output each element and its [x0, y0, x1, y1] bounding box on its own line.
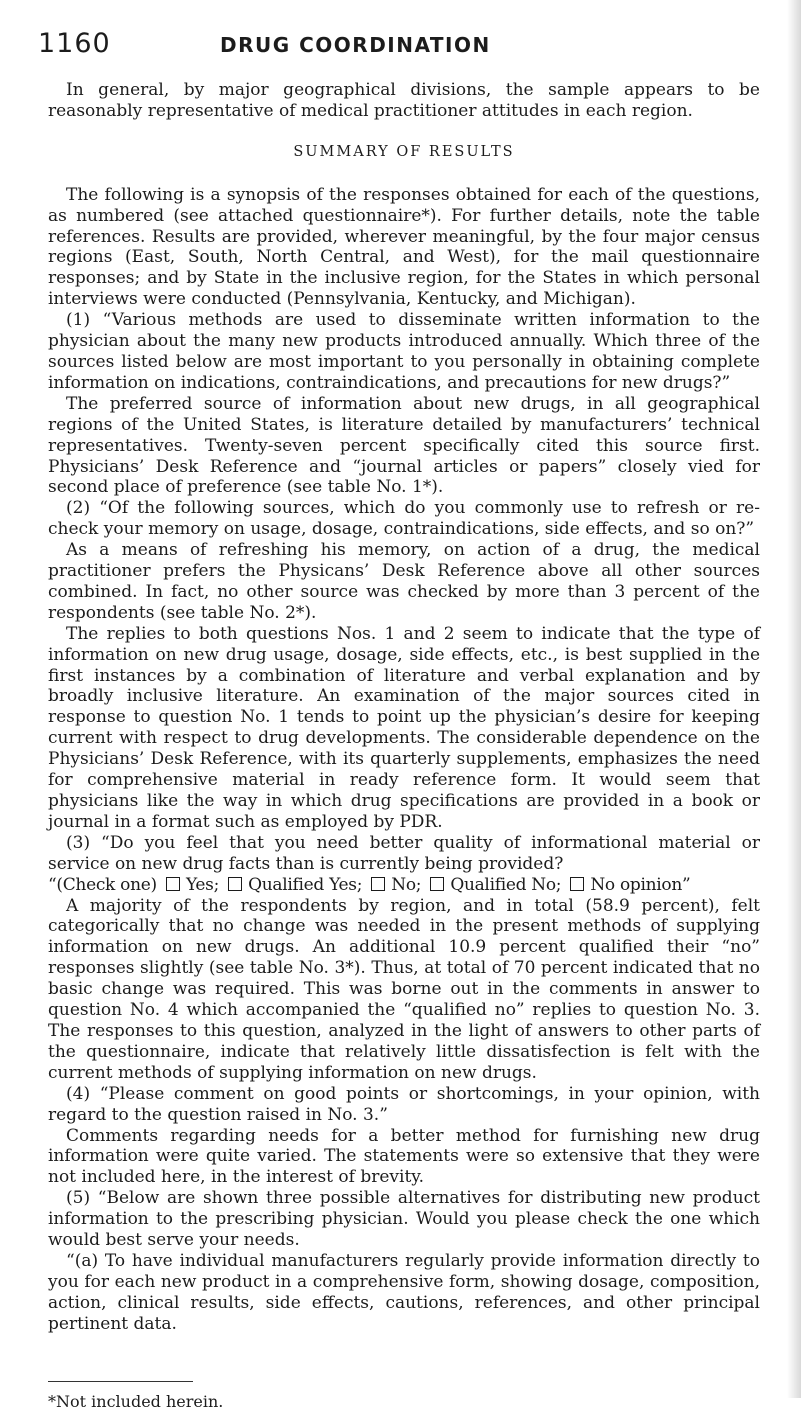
option-qualified-no [426, 875, 561, 895]
checkbox-icon [570, 877, 584, 891]
page-header [38, 28, 760, 68]
option-no [367, 875, 421, 895]
footnote: *Not included herein. [48, 1391, 224, 1411]
answer-4: Comments regarding needs for a better method for furnishing new drug information were quite varied. The statements were so extensive that they were not included here, in the interest of brevity. [48, 1125, 760, 1188]
option-label: Qualified No; [450, 874, 562, 895]
answer-1: The preferred source of information about new drugs, in all geographical regions of the United States, is literature detailed by manufacturers’ technical representatives. Twenty-seven percent specifically cited this source first. Physicians’ Desk Reference and “journal articles or papers” closely vied for second place of preference (see table No. 1*). [48, 393, 760, 498]
question-5: (5) “Below are shown three possible alternatives for distributing new product information to the prescribing physician. Would you please check the one which would best serve your needs. [48, 1188, 760, 1251]
footnote-divider [48, 1381, 193, 1382]
lead-paragraph: In general, by major geographical divisions, the sample appears to be reasonably representative of medical practitioner attitudes in each region. [48, 80, 760, 121]
question-5a: “(a) To have individual manufacturers regularly provide information directly to you for each new product in a comprehensive form, showing dosage, composition, action, clinical results, side effects, cautions, references, and other principal pertinent data. [48, 1250, 760, 1334]
option-label: No; [391, 874, 422, 895]
section-heading: SUMMARY OF RESULTS [293, 143, 515, 160]
check-one-prefix: “(Check one) [48, 874, 157, 895]
checkbox-icon [371, 877, 385, 891]
running-title: DRUG COORDINATION [220, 33, 491, 57]
option-qualified-yes [224, 875, 362, 895]
checkbox-icon [166, 877, 180, 891]
paragraph-synopsis: The following is a synopsis of the responses obtained for each of the questions, as numbered (see attached questionnaire*). For further details, note the table references. Results are provided, wherever meaningful, by the four major census regions (East, South, North Central, and West), for the mail questionnaire responses; and by State in the inclusive region, for the States in which personal interviews were conducted (Pennsylvania, Kentucky, and Michigan). [48, 184, 760, 310]
document-page [38, 28, 760, 1411]
answer-3: A majority of the respondents by region, and in total (58.9 percent), felt categorically that no change was needed in the present methods of supplying information on new drugs. An additional 10.9 percent qualified their “no” responses slightly (see table No. 3*). Thus, at total of 70 percent indicated that no basic change was required. This was borne out in the comments in answer to question No. 4 which accompanied the “qualified no” replies to question No. 3. The responses to this question, analyzed in the light of answers to other parts of the questionnaire, indicate that relatively little dissatisfection is felt with the current methods of supplying information on new drugs. [48, 895, 760, 1083]
option-label: No opinion” [590, 874, 691, 895]
answer-2: As a means of refreshing his memory, on action of a drug, the medical practitioner prefers the Physicans’ Desk Reference above all other sources combined. In fact, no other source was checked by more than 3 percent of the respondents (see table No. 2*). [48, 540, 760, 623]
question-1: (1) “Various methods are used to disseminate written information to the physician about the many new products introduced annually. Which three of the sources listed below are most important to you personally in obtaining complete information on indications, contraindications, and precautions for new drugs?” [48, 310, 760, 393]
check-one-line [48, 875, 760, 896]
question-4: (4) “Please comment on good points or shortcomings, in your opinion, with regard to the question raised in No. 3.” [48, 1083, 760, 1125]
page-number: 1160 [38, 28, 111, 59]
option-no-opinion [566, 875, 690, 895]
option-label: Yes; [185, 874, 220, 895]
page-edge-shadow [787, 0, 801, 1398]
checkbox-icon [430, 877, 444, 891]
paragraph-analysis: The replies to both questions Nos. 1 and 2 seem to indicate that the type of information on new drug usage, dosage, side effects, etc., is best supplied in the first instances by a combination of literature and verbal explanation and by broadly inclusive literature. An examination of the major sources cited in response to question No. 1 tends to point up the physician’s desire for keeping current with respect to drug developments. The considerable dependence on the Physicians’ Desk Reference, with its quarterly supplements, emphasizes the need for comprehensive material in ready reference form. It would seem that physicians like the way in which drug specifications are provided in a book or journal in a format such as employed by PDR. [48, 623, 760, 832]
option-label: Qualified Yes; [248, 874, 363, 895]
checkbox-icon [228, 877, 242, 891]
question-3: (3) “Do you feel that you need better quality of informational material or service on new drug facts than is currently being provided? [48, 832, 760, 874]
body-text [48, 80, 760, 1335]
option-yes [162, 875, 219, 895]
question-2: (2) “Of the following sources, which do you commonly use to refresh or re-check your memory on usage, dosage, contraindications, side effects, and so on?” [48, 498, 760, 540]
